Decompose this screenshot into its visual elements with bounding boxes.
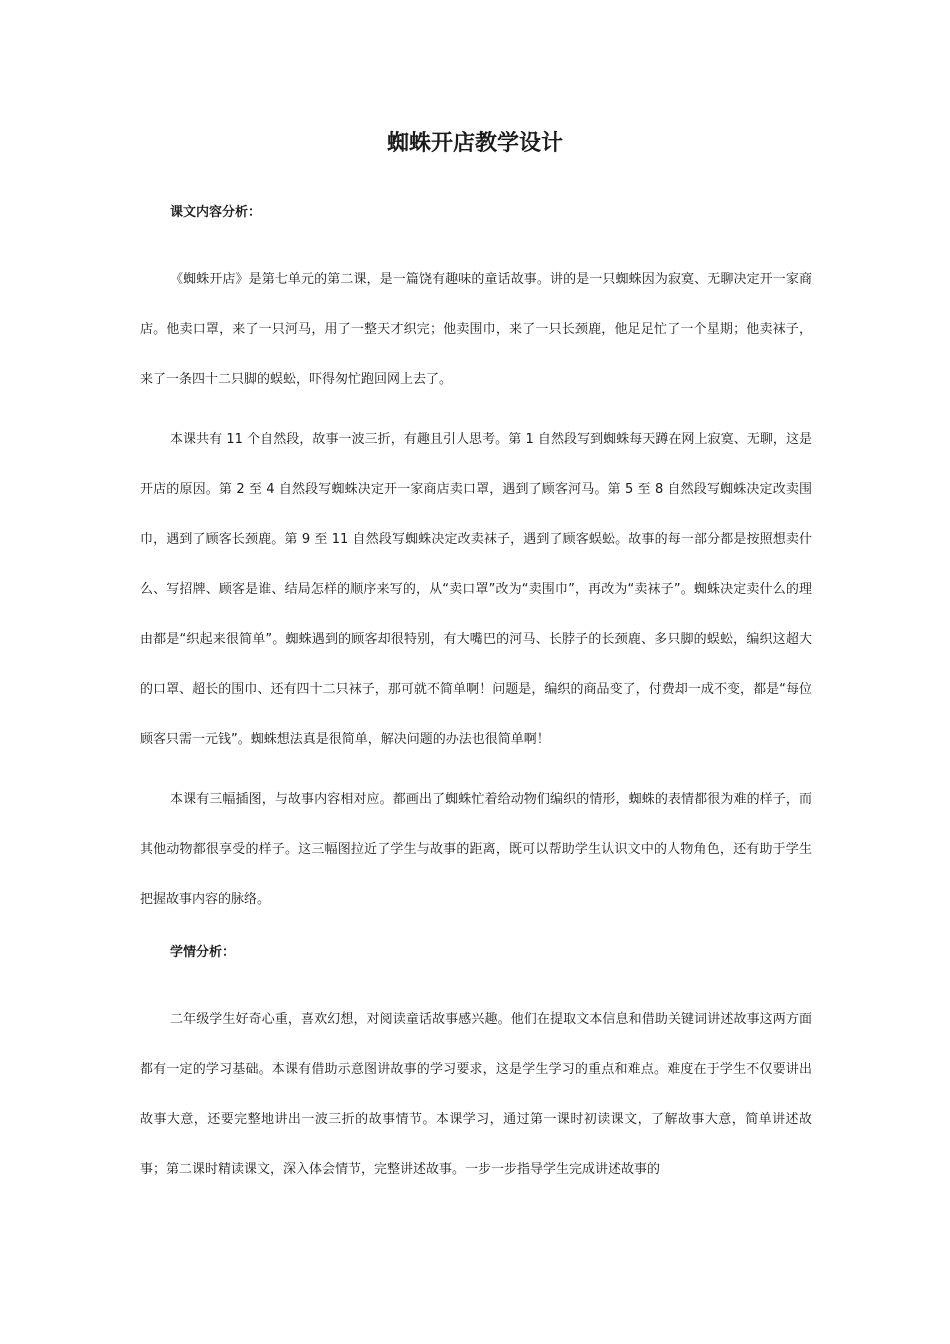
paragraph: 《蜘蛛开店》是第七单元的第二课，是一篇饶有趣味的童话故事。讲的是一只蜘蛛因为寂寞、无聊决定开一家商店。他卖口罩，来了一只河马，用了一整天才织完；他卖围巾，来了一只长颈鹿，他足足忙了一个星期；他卖袜子，来了一条四十二只脚的蜈蚣，吓得匆忙跑回网上去了。 [140, 272, 812, 387]
paragraph: 本课有三幅插图，与故事内容相对应。都画出了蜘蛛忙着给动物们编织的情形，蜘蛛的表情都很为难的样子，而其他动物都很享受的样子。这三幅图拉近了学生与故事的距离，既可以帮助学生认识文中的人物角色，还有助于学生把握故事内容的脉络。 [140, 792, 812, 907]
section-heading: 学情分析： [170, 945, 236, 960]
document-body [140, 195, 812, 1195]
section-heading: 课文内容分析： [170, 205, 262, 220]
paragraph: 二年级学生好奇心重，喜欢幻想，对阅读童话故事感兴趣。他们在提取文本信息和借助关键词讲述故事这两方面都有一定的学习基础。本课有借助示意图讲故事的学习要求，这是学生学习的重点和难点。难度在于学生不仅要讲出故事大意，还要完整地讲出一波三折的故事情节。本课学习，通过第一课时初读课文，了解故事大意，简单讲述故事；第二课时精读课文，深入体会情节，完整讲述故事。一步一步指导学生完成讲述故事的 [140, 1012, 812, 1177]
document-title: 蜘蛛开店教学设计 [386, 131, 563, 156]
section-learner-analysis [140, 935, 812, 1195]
paragraph: 本课共有 11 个自然段，故事一波三折，有趣且引人思考。第 1 自然段写到蜘蛛每天蹲在网上寂寞、无聊，这是开店的原因。第 2 至 4 自然段写蜘蛛决定开一家商店卖口罩，遇到了顾客河马。第 5 至 8 自然段写蜘蛛决定改卖围巾，遇到了顾客长颈鹿。第 9 至 11 自然段写蜘蛛决定改卖袜子，遇到了顾客蜈蚣。故事的每一部分都是按照想卖什么、写招牌、顾客是谁、结局怎样的顺序来写的，从“卖口罩”改为“卖围巾”，再改为“卖袜子”。蜘蛛决定卖什么的理由都是“织起来很简单”。蜘蛛遇到的顾客却很特别，有大嘴巴的河马、长脖子的长颈鹿、多只脚的蜈蚣，编织这超大的口罩、超长的围巾、还有四十二只袜子，那可就不简单啊！问题是，编织的商品变了，付费却一成不变，都是“每位顾客只需一元钱”。蜘蛛想法真是很简单，解决问题的办法也很简单啊！ [140, 432, 812, 747]
section-text-analysis [140, 195, 812, 925]
